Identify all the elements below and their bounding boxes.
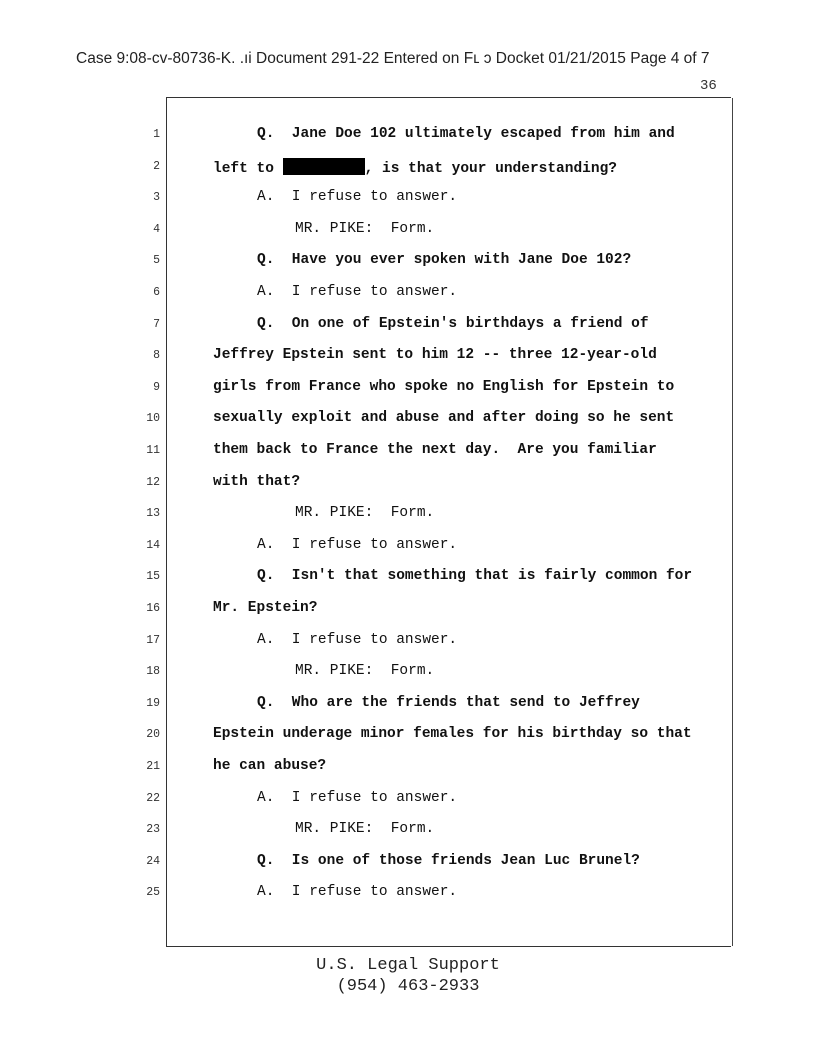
answer-line: MR. PIKE: Form. <box>295 220 435 237</box>
footer-phone: (954) 463-2933 <box>336 977 480 996</box>
question-line <box>213 158 617 177</box>
frame-right-border <box>732 98 733 946</box>
line-number: 17 <box>146 633 160 647</box>
line-number: 16 <box>146 602 160 615</box>
line-number: 11 <box>146 444 160 457</box>
line-number: 8 <box>153 349 160 363</box>
answer-line: MR. PIKE: Form. <box>295 663 435 680</box>
answer-line: A. I refuse to answer. <box>257 884 458 901</box>
line-number: 25 <box>146 886 160 900</box>
question-line: girls from France who spoke no English for Epstein to <box>213 378 675 395</box>
line-number: 23 <box>146 823 160 837</box>
question-line: Q. Who are the friends that send to Jeffrey <box>257 694 640 711</box>
answer-line: A. I refuse to answer. <box>257 789 458 806</box>
transcript-frame <box>166 97 731 947</box>
page-number: 36 <box>700 78 717 94</box>
question-line: Jeffrey Epstein sent to him 12 -- three 12-year-old <box>213 347 657 364</box>
answer-line: A. I refuse to answer. <box>257 284 458 300</box>
redaction-block <box>283 158 365 175</box>
line-number: 4 <box>153 222 160 236</box>
line-number: 20 <box>146 728 160 742</box>
question-line: them back to France the next day. Are you familiar <box>213 442 657 458</box>
answer-line: MR. PIKE: Form. <box>295 821 435 838</box>
line-text-before: left to <box>213 160 283 177</box>
question-line: Q. Have you ever spoken with Jane Doe 102? <box>257 252 632 269</box>
line-number: 6 <box>153 286 160 299</box>
question-line: sexually exploit and abuse and after doing so he sent <box>213 410 675 427</box>
question-line: Q. On one of Epstein's birthdays a friend of <box>257 315 649 332</box>
line-number: 22 <box>146 791 160 805</box>
answer-line: A. I refuse to answer. <box>257 189 458 206</box>
question-line: Q. Is one of those friends Jean Luc Brunel? <box>257 852 640 869</box>
question-line: with that? <box>213 473 301 490</box>
line-number: 3 <box>153 191 160 205</box>
line-number: 5 <box>153 254 160 268</box>
case-header: Case 9:08-cv-80736-K. .ıі Document 291-22 Entered on Fʟ ɔ Docket 01/21/2015 Page 4 of 7 <box>76 50 710 67</box>
question-line: he can abuse? <box>213 758 327 774</box>
line-number: 7 <box>153 317 160 331</box>
line-number: 15 <box>146 570 160 584</box>
answer-line: A. I refuse to answer. <box>257 631 458 648</box>
line-number: 9 <box>153 380 160 394</box>
answer-line: A. I refuse to answer. <box>257 536 458 553</box>
line-number: 18 <box>146 665 160 679</box>
line-number: 19 <box>146 696 160 710</box>
question-line: Q. Jane Doe 102 ultimately escaped from him and <box>257 126 675 142</box>
line-number: 24 <box>146 854 160 868</box>
answer-line: MR. PIKE: Form. <box>295 505 435 522</box>
line-number: 21 <box>146 760 160 773</box>
line-text-after: , is that your understanding? <box>364 160 617 177</box>
line-number: 10 <box>146 412 160 426</box>
line-number: 2 <box>153 159 160 173</box>
line-number: 14 <box>146 538 160 552</box>
question-line: Epstein underage minor females for his birthday so that <box>213 726 692 743</box>
footer-company: U.S. Legal Support <box>316 956 500 975</box>
question-line: Q. Isn't that something that is fairly common for <box>257 568 693 585</box>
line-number: 12 <box>146 475 160 489</box>
question-line: Mr. Epstein? <box>213 600 318 616</box>
line-number: 1 <box>153 128 160 141</box>
line-number: 13 <box>146 507 160 521</box>
